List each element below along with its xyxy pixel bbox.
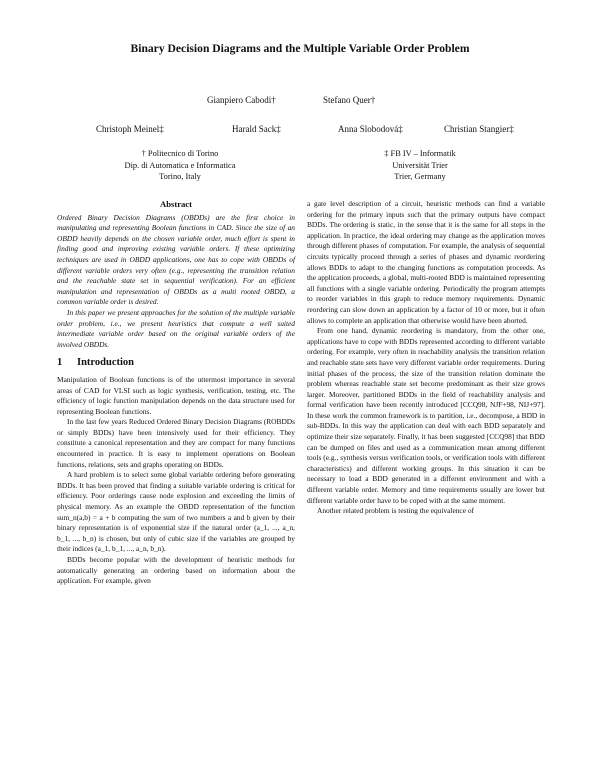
abstract-paragraph: Ordered Binary Decision Diagrams (OBDDs) are the first choice in manipulating and representing Boolean functions in CAD. Since the size of an OBDD heavily depends on the chosen variable order, much effort is spent in finding good and improving existing variable orders. If these optimizing techniques are used in OBDD applications, one has to cope with OBDDs of different variable orders very often (e.g., representing the transition relation and the reachable state set in sequential verification). For an efficient manipulation and representation of OBDDs as a multi rooted OBDD, a common variable order is desired. <box>57 212 295 307</box>
section-number: 1 <box>57 357 63 369</box>
left-column <box>57 199 295 587</box>
section-title: Introduction <box>77 357 134 369</box>
paper-title: Binary Decision Diagrams and the Multiple Variable Order Problem <box>130 42 470 55</box>
author-meinel: Christoph Meinel‡ <box>96 124 164 134</box>
body-paragraph: a gate level description of a circuit, heuristic methods can find a variable ordering for the primary inputs such that the primary outputs have compact BDDs. The ordering is static, in the sense that it is the same for all steps in the application. In practice, the ideal ordering may change as the application moves through different phases of computation. For example, the analysis of sequential circuits typically proceed through a series of phases and dynamic reordering allows BDDs to adapt to the changing functions as computation proceeds. As the application proceeds, a global, multi-rooted BDD is maintained representing all functions with a single variable ordering. Periodically the program attempts to reorder variables in this graph to reduce memory requirements. Dynamic reordering can slow down an application by a factor of 10 or more, but it often allows to complete an application that otherwise would have been aborted. <box>307 199 545 325</box>
author-sack: Harald Sack‡ <box>232 124 281 134</box>
abstract-heading: Abstract <box>160 199 192 209</box>
affiliation-line: Universität Trier <box>392 160 448 170</box>
affiliation-trier <box>350 148 490 183</box>
author-stangier: Christian Stangier‡ <box>444 124 514 134</box>
abstract <box>57 199 295 350</box>
affiliation-line: Trier, Germany <box>394 172 446 181</box>
affiliation-line: † Politecnico di Torino <box>141 149 219 158</box>
affiliation-torino <box>110 148 250 183</box>
affiliation-line: Torino, Italy <box>159 172 201 181</box>
body-paragraph: Another related problem is testing the equivalence of <box>317 506 474 516</box>
body-paragraph: In the last few years Reduced Ordered Binary Decision Diagrams (ROBDDs or simply BDDs) have been intensively used for their efficiency. They constitute a canonical representation and they are compact for many functions encountered in practice. It is easy to implement operations on Boolean functions, relations, sets and graphs operating on BDDs. <box>57 417 295 469</box>
abstract-paragraph: In this paper we present approaches for the solution of the multiple variable order problem, i.e., we present heuristics that compute a well suited intermediate variable order based on the original variable orders of the involved OBDDs. <box>57 307 295 349</box>
body-paragraph: From one hand, dynamic reordering is mandatory, from the other one, applications have to cope with BDDs represented according to different variable ordering. For example, very often in reachability analysis the transition relation and reachable state sets have very different variable order requirements. During initial phases of the process, the size of the transition relation dominate the problem whereas reachable state set become predominant as their size grows larger. Moreover, partitioned BDDs in the field of reachability analysis and formal verification have been recently introduced [CCQ98, NJF+98, NIJ+97]. In these work the common framework is to partition, i.e., decompose, a BDD in sub-BDDs. In this way the application can deal with each BDD separately and optimize their size separately. Finally, it has been suggested [CCQ98] that BDD can be dumped on files and used as a communication mean among different tools (e.g., synthesis versus verification tools, or verification tools with different characteristics) and different working groups. In this situation it can be necessary to load a BDD generated in a different environment and with a different variable order. Memory and time requirements usually are lower but different variable order have to be coped with at the same moment. <box>307 326 545 505</box>
affiliation-line: Dip. di Automatica e Informatica <box>124 160 236 170</box>
body-paragraph: BDDs become popular with the development of heuristic methods for automatically generating an ordering based on information about the application. For example, given <box>57 555 295 586</box>
section-heading <box>57 358 295 369</box>
author-cabodi: Gianpiero Cabodi† <box>207 95 276 105</box>
body-paragraph: A hard problem is to select some global variable ordering before generating BDDs. It has been proved that finding a suitable variable ordering is critical for efficiency. Poor orderings cause node explosion and exceeding the limits of physical memory. As an example the OBDD representation of the function sum_n(a,b) = a + b computing the sum of two numbers a and b given by their binary representation is of exponential size if the natural order (a_1, ..., a_n, b_1, ..., b_n) is chosen, but only of cubic size if the variables are grouped by their indices (a_1, b_1, ..., a_n, b_n). <box>57 470 295 554</box>
author-slobodova: Anna Slobodová‡ <box>338 124 403 134</box>
right-column <box>307 199 545 517</box>
body-paragraph: Manipulation of Boolean functions is of the uttermost importance in several areas of CAD for VLSI such as logic synthesis, verification, testing, etc. The efficiency of logic function manipulation depends on the data structure used for representing Boolean functions. <box>57 374 295 416</box>
author-quer: Stefano Quer† <box>323 95 376 105</box>
affiliation-line: ‡ FB IV – Informatik <box>384 149 456 158</box>
